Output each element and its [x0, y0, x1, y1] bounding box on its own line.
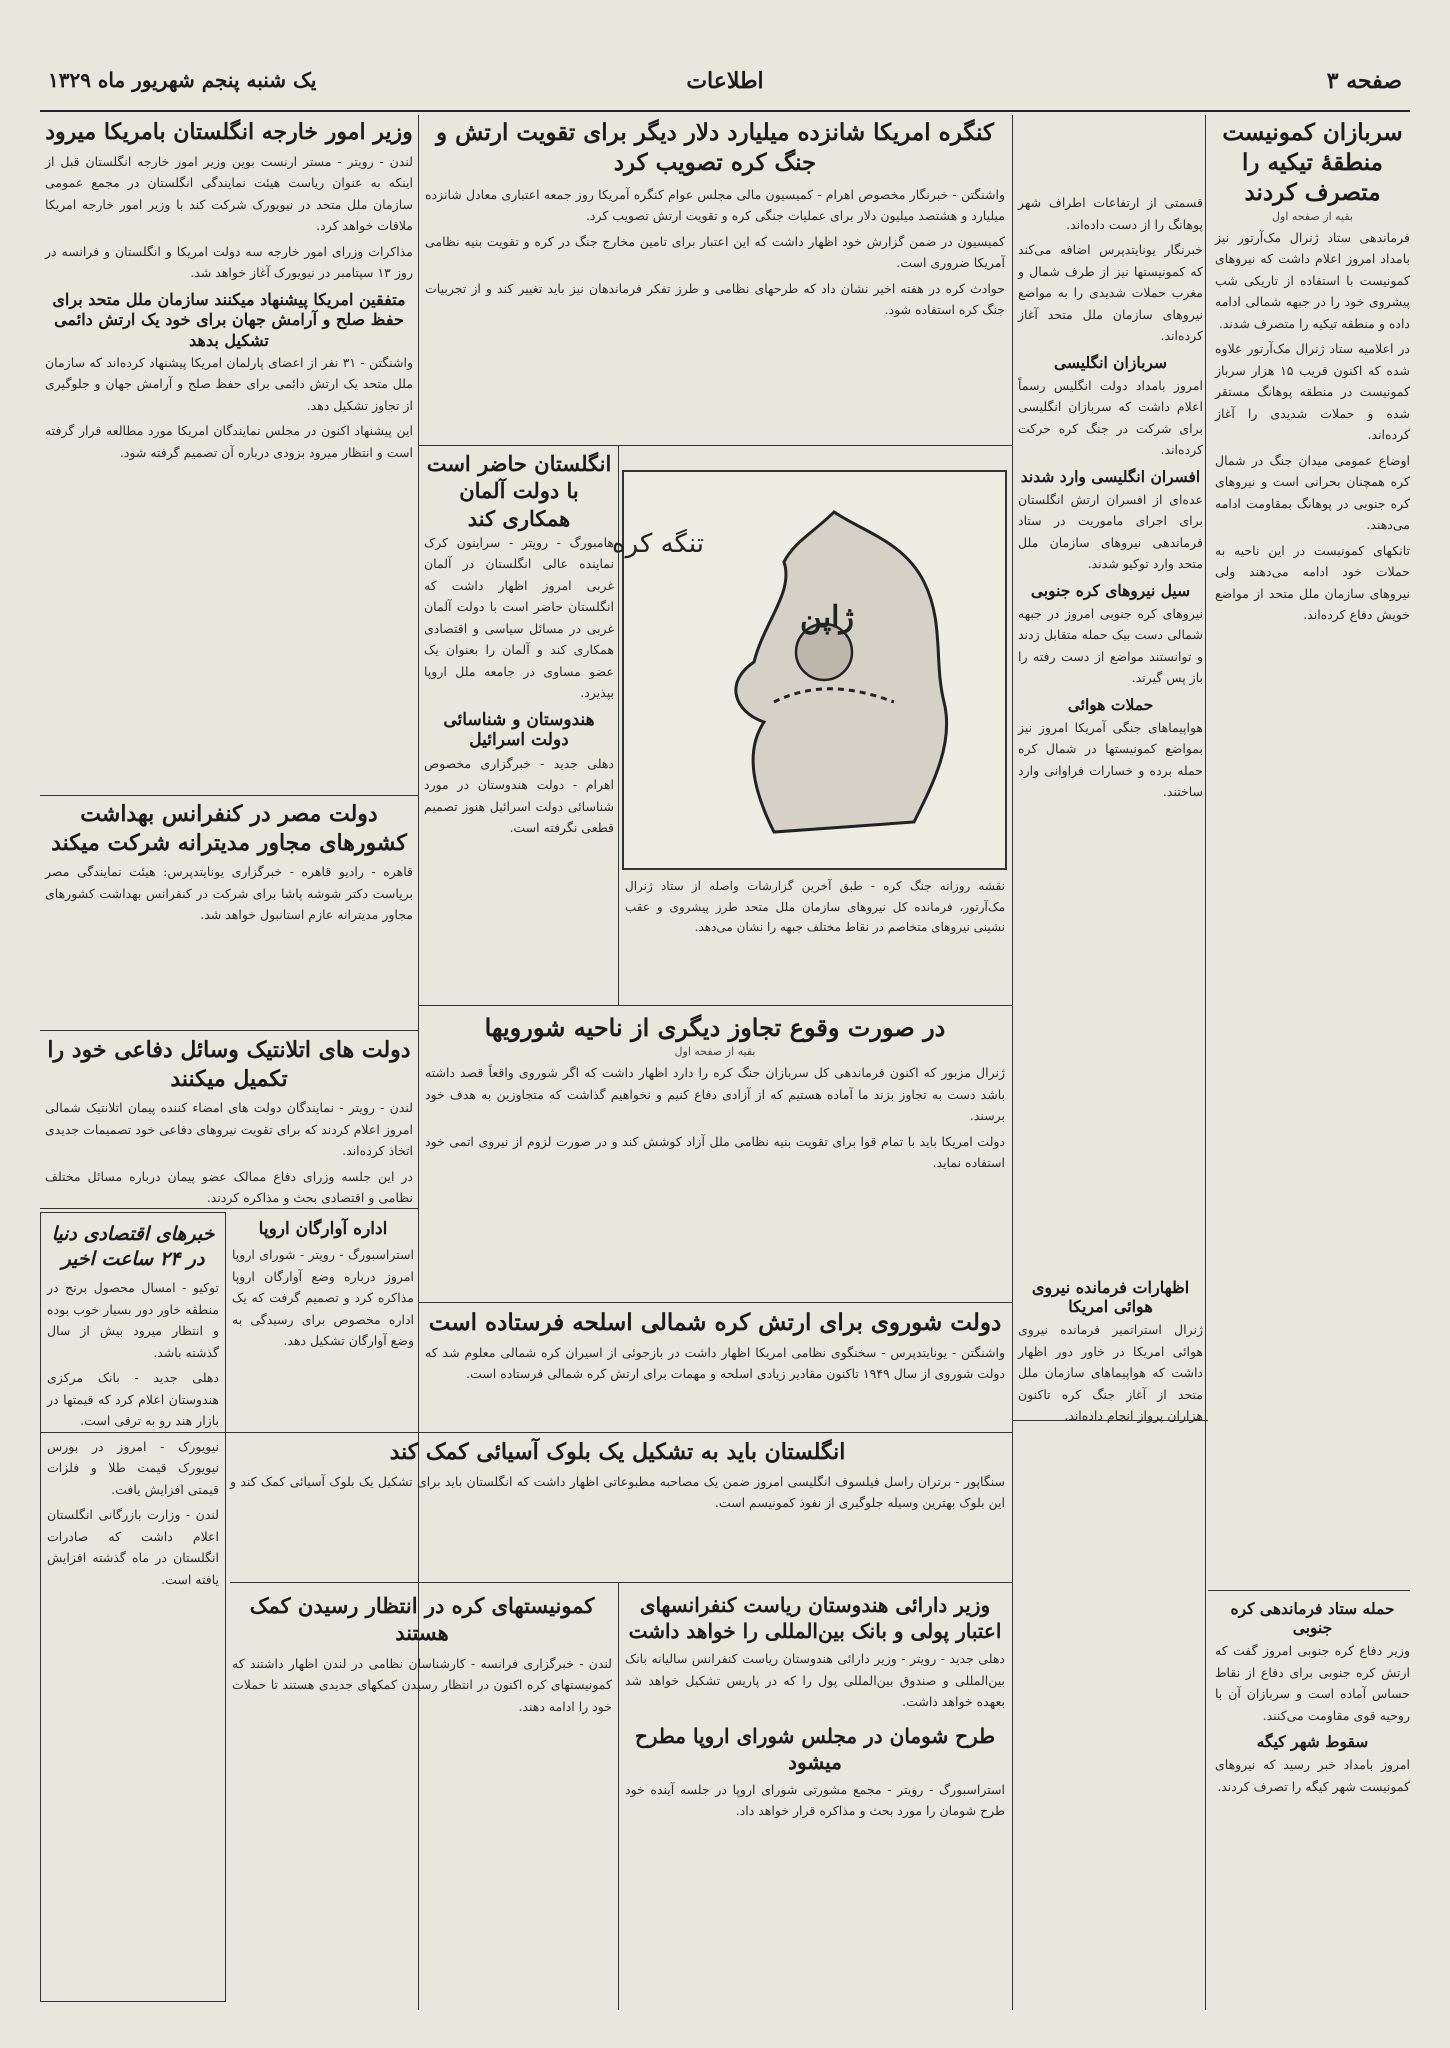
continued-note: بقیه از صفحه اول	[1272, 209, 1353, 223]
article-england-germany	[424, 450, 614, 1000]
map-caption	[625, 876, 1005, 1000]
section-rule	[418, 1005, 1012, 1006]
article-congress	[425, 118, 1005, 440]
issue-date: یک شنبه پنجم شهریور ماه ۱۳۲۹	[48, 68, 317, 92]
headline: در صورت وقوع تجاوز دیگری از ناحیه شورویها	[484, 1013, 946, 1042]
paragraph: لندن - رویتر - نمایندگان دولت های امضاء کننده پیمان اتلانتیک شمالی امروز اعلام کردند که برای تقویت نیروهای دفاعی خود تصمیمات جدیدی اتخاذ کرده‌اند.	[45, 1100, 413, 1159]
article-soviet-aggression	[425, 1012, 1005, 1297]
paragraph: خبرنگار یونایتدپرس اضافه می‌کند که کمونیستها نیز از طرف شمال و مغرب حملات شدیدی را به مواضع نیروهای سازمان ملل متحد آغاز کرده‌اند.	[1018, 242, 1203, 343]
headline: دولت مصر در کنفرانس بهداشت کشورهای مجاور مدیترانه شرکت میکند	[51, 801, 407, 856]
paragraph: دهلی جدید - رویتر - وزیر دارائی هندوستان ریاست کنفرانس سالیانه بانک بین‌المللی و صندوق بین‌المللی پول را که در پاریس تشکیل خواهد شد بعهده خواهد داشت.	[625, 1651, 1005, 1709]
subheading: سربازان انگلیسی	[1054, 352, 1167, 372]
column-rule	[1012, 115, 1013, 2010]
paragraph: هامبورگ - رویتر - سراینون کرک نماینده عالی انگلستان در آلمان غربی امروز اظهار داشت که انگلستان حاضر است با دولت آلمان غربی در مسائل سیاسی و اقتصادی همکاری کند و آلمان را بعنوان یک عضو مساوی در جامعه ملل اروپا بپذیرد.	[424, 534, 614, 701]
paragraph: عده‌ای از افسران ارتش انگلستان برای اجرای ماموریت در ستاد فرماندهی نیروهای سازمان ملل متحد وارد توکیو شدند.	[1018, 491, 1203, 571]
continued-note: بقیه از صفحه اول	[674, 1045, 756, 1059]
paragraph: ژنرال استراتمیر فرمانده نیروی هوائی امریکا در خاور دور اظهار داشت که هواپیماهای سازمان ملل متحد از آغاز جنگ کره تاکنون هزاران پرواز انجام داده‌اند.	[1018, 1322, 1203, 1423]
article-europe-refugees	[232, 1218, 414, 1428]
subheading: حمله ستاد فرماندهی کره جنوبی	[1230, 1599, 1395, 1637]
headline: اداره آوارگان اروپا	[258, 1219, 388, 1239]
korea-map	[612, 470, 1007, 870]
map-drawing	[612, 472, 1005, 868]
paragraph: لندن - رویتر - مستر ارنست بوین وزیر امور خارجه انگلستان قبل از اینکه به عنوان ریاست هیئت نمایندگی انگلستان در مجمع عمومی سازمان ملل متحد در نیویورک شرکت کند با وزیر امور خارجه امریکا ملاقات خواهد کرد.	[45, 153, 413, 234]
section-rule	[40, 1030, 418, 1031]
paragraph: حوادث کره در هفته اخیر نشان داد که طرحهای نظامی و طرز تفکر فرماندهان نیز باید تغییر کند و از تجربیات جنگ کره استفاده شود.	[425, 280, 1005, 318]
headline: کنگره امریکا شانزده میلیارد دلار دیگر برای تقویت ارتش و جنگ کره تصویب کرد	[436, 119, 994, 176]
masthead	[40, 62, 1410, 112]
paragraph: کمیسیون در ضمن گزارش خود اظهار داشت که این اعتبار برای تامین مخارج جنگ در کره و تقویت بنیه نظامی آمریکا ضروری است.	[425, 233, 1005, 271]
paragraph: واشنگتن - ۳۱ نفر از اعضای پارلمان امریکا پیشنهاد کرده‌اند که سازمان ملل متحد یک ارتش دائمی برای حفظ صلح و آرامش جهان و جلوگیری از تجاوز تشکیل دهد.	[45, 354, 413, 413]
column-rule	[1205, 115, 1206, 2010]
paragraph: استراسبورگ - رویتر - شورای اروپا امروز درباره وضع آوارگان اروپا مذاکره کرد و تصمیم گرفت که یک اداره مخصوص برای رسیدگی به وضع آوارگان تشکیل دهد.	[232, 1247, 414, 1349]
headline: دولت های اتلانتیک وسائل دفاعی خود را تکمیل میکنند	[47, 1037, 411, 1092]
article-korea-continued	[1018, 192, 1203, 2007]
caption: نقشه روزانه جنگ کره - طبق آخرین گزارشات واصله از ستاد ژنرال مک‌آرتور، فرمانده کل نیروهای سازمان ملل متحد طرز پیشروی و عقب نشینی نیروهای متخاصم در نقاط مختلف جبهه را نشان می‌دهد.	[625, 879, 1005, 935]
paragraph: تانکهای کمونیست در این ناحیه به حملات خود ادامه می‌دهند ولی نیروهای سازمان ملل متحد از مواضع خویش دفاع کرده‌اند.	[1215, 542, 1410, 623]
headline: سربازان کمونیست منطقهٔ تیکیه را متصرف کردند	[1222, 119, 1403, 206]
paragraph: سنگاپور - برتران راسل فیلسوف انگلیسی امروز ضمن یک مصاحبه مطبوعاتی اظهار داشت که انگلستان باید برای تشکیل یک بلوک آسیائی کمک کند و این بلوک بهترین وسیله جلوگیری از نفوذ کمونیسم است.	[230, 1473, 1005, 1511]
article-asian-bloc	[230, 1438, 1005, 1578]
subheading: افسران انگلیسی وارد شدند	[1020, 466, 1201, 486]
article-body	[1215, 227, 1410, 626]
paragraph: امروز بامداد دولت انگلیس رسماً اعلام داشت که سربازان انگلیسی برای شرکت در جنگ کره حرکت کرده‌اند.	[1018, 377, 1203, 457]
subheading: هندوستان و شناسائی دولت اسرائیل	[443, 709, 595, 750]
economic-news	[47, 1222, 219, 1997]
subheading: سقوط شهر کیگه	[1256, 1732, 1369, 1751]
paragraph: اوضاع عمومی میدان جنگ در شمال کره همچنان بحرانی است و نیروهای کره جنوبی در پوهانگ بمقاومت ادامه می‌دهند.	[1215, 452, 1410, 533]
paragraph: لندن - وزارت بازرگانی انگلستان اعلام داشت که صادرات انگلستان در ماه گذشته افزایش یافته است.	[47, 1507, 219, 1587]
headline: خبرهای اقتصادی دنیا در ۲۴ ساعت اخیر	[51, 1223, 215, 1270]
paragraph: قاهره - رادیو قاهره - خبرگزاری یونایتدپرس: هیئت نمایندگی مصر بریاست دکتر شوشه پاشا برای شرکت در کنفرانس بهداشت کشورهای مجاور مدیترانه عازم استانبول خواهد شد.	[45, 864, 413, 923]
section-rule	[418, 1302, 1012, 1303]
paragraph: قسمتی از ارتفاعات اطراف شهر پوهانگ را از دست داده‌اند.	[1018, 195, 1203, 232]
paragraph: وزیر دفاع کره جنوبی امروز گفت که ارتش کره جنوبی برای دفاع از نقاط حساس آماده است و سربازان آن با روحیه قوی مقاومت می‌کنند.	[1215, 1643, 1410, 1723]
headline: وزیر دارائی هندوستان ریاست کنفرانسهای اعتبار پولی و بانک بین‌المللی را خواهد داشت	[628, 1593, 1002, 1643]
section-rule	[40, 795, 418, 796]
paragraph: فرماندهی ستاد ژنرال مک‌آرتور نیز بامداد امروز اعلام داشت که نیروهای کمونیست با استفاده از تاریکی شب پیشروی خود را در جبهه شمالی ادامه داده و منطقه تیکیه را متصرف شدند.	[1215, 229, 1410, 331]
article-left-top	[45, 118, 413, 790]
article-india-finance	[625, 1592, 1005, 2002]
page-number: صفحه ۳	[1326, 68, 1402, 94]
article-soviet-arms	[425, 1308, 1005, 1428]
headline: انگلستان حاضر است با دولت آلمان همکاری کند	[426, 451, 612, 531]
paragraph: امروز بامداد خبر رسید که نیروهای کمونیست شهر کیگه را تصرف کردند.	[1215, 1757, 1410, 1794]
paragraph: در این جلسه وزرای دفاع ممالک عضو پیمان درباره مسائل مختلف نظامی و اقتصادی بحث و مذاکره کردند.	[45, 1168, 413, 1206]
paragraph: این پیشنهاد اکنون در مجلس نمایندگان امریکا مورد مطالعه قرار گرفته است و انتظار میرود بزودی درباره آن تصمیم گرفته شود.	[45, 423, 413, 460]
article-korea-communists	[232, 1592, 612, 2002]
paragraph: نیروهای کره جنوبی امروز در جبهه شمالی دست بیک حمله متقابل زدند و توانستند مواضع از دست رفته را باز پس گیرند.	[1018, 605, 1203, 685]
subheading: حملات هوائی	[1067, 694, 1154, 714]
paragraph: واشنگتن - خبرنگار مخصوص اهرام - کمیسیون مالی مجلس عوام کنگره آمریکا روز جمعه اعتباری معادل شانزده میلیارد و هشتصد میلیون دلار برای عملیات جنگی کره و تقویت ارتش تصویب کرد.	[425, 186, 1005, 224]
paragraph: نیویورک - امروز در بورس نیویورک قیمت طلا و فلزات قیمتی افزایش یافت.	[47, 1438, 219, 1497]
headline: متفقین امریکا پیشنهاد میکنند سازمان ملل متحد برای حفظ صلح و آرامش جهان برای خود یک ارتش دائمی تشکیل بدهد	[52, 289, 406, 351]
section-rule	[230, 1582, 1012, 1583]
paragraph: توکیو - امسال محصول برنج در منطقه خاور دور بسیار خوب بوده و انتظار میرود بیش از سال گذشته باشد.	[47, 1280, 219, 1360]
headline: وزیر امور خارجه انگلستان بامریکا میرود	[45, 119, 413, 145]
headline: کمونیستهای کره در انتظار رسیدن کمک هستند	[249, 1593, 595, 1646]
headline: دولت شوروی برای ارتش کره شمالی اسلحه فرستاده است	[428, 1309, 1002, 1336]
paragraph: لندن - خبرگزاری فرانسه - کارشناسان نظامی در لندن اظهار داشتند که کمونیستهای کره اکنون در انتظار رسیدن کمکهای جدیدی هستند تا حملات خود را ادامه دهند.	[232, 1655, 612, 1714]
article-korea-tikieh	[1215, 118, 1410, 2008]
article-atlantic	[45, 1036, 413, 1204]
paragraph: هواپیماهای جنگی آمریکا امروز نیز بمواضع کمونیستها در شمال کره حمله برده و خسارات فراوانی وارد ساختند.	[1018, 719, 1203, 799]
map-label-strait: تنگه کره	[612, 529, 704, 559]
column-rule	[618, 1582, 619, 2010]
paragraph: واشنگتن - یونایتدپرس - سخنگوی نظامی امریکا اظهار داشت در بازجوئی از اسیران کره شمالی معلوم شد که دولت شوروی از سال ۱۹۴۹ تاکنون مقادیر زیادی اسلحه و مهمات برای ارتش کره شمالی فرستاده است.	[425, 1344, 1005, 1382]
map-label-japan: ژاپن	[799, 600, 854, 635]
paragraph: دولت امریکا باید با تمام قوا برای تقویت بنیه نظامی ملل آزاد کوشش کند و در صورت لزوم از نیروی اتمی خود استفاده نماید.	[425, 1133, 1005, 1171]
paragraph: ژنرال مزبور که اکنون فرماندهی کل سربازان جنگ کره را دارد اظهار داشت که اگر شوروی واقعاً قصد داشته باشد دست به تجاوز بزند ما آماده هستیم که از آزادی دفاع کنیم و نخواهیم گذاشت که متجاوزین به هدف خود برسند.	[425, 1065, 1005, 1124]
subheading: اظهارات فرمانده نیروی هوائی امریکا	[1031, 1278, 1190, 1316]
headline: انگلستان باید به تشکیل یک بلوک آسیائی کمک کند	[389, 1439, 846, 1465]
paragraph: دهلی جدید - بانک مرکزی هندوستان اعلام کرد که قیمتها در بازار هند رو به ترقی است.	[47, 1370, 219, 1429]
newspaper-name: اطلاعات	[686, 68, 764, 94]
paragraph: مذاکرات وزرای امور خارجه سه دولت امریکا و انگلستان و فرانسه در روز ۱۳ سپتامبر در نیویورک آغاز خواهد شد.	[45, 243, 413, 281]
paragraph: در اعلامیه ستاد ژنرال مک‌آرتور علاوه شده که اکنون قریب ۱۵ هزار سرباز کمونیست در منطقه پوهانگ مستقر شده و حملات شدیدی را آغاز کرده‌اند.	[1215, 341, 1411, 443]
headline: طرح شومان در مجلس شورای اروپا مطرح میشود	[634, 1723, 996, 1774]
paragraph: دهلی جدید - خبرگزاری مخصوص اهرام - دولت هندوستان در مورد شناسائی دولت اسرائیل هنوز تصمیم قطعی نگرفته است.	[424, 755, 614, 836]
article-egypt-conference	[45, 800, 413, 1025]
subheading: سیل نیروهای کره جنوبی	[1030, 580, 1191, 600]
paragraph: استراسبورگ - رویتر - مجمع مشورتی شورای اروپا در جلسه آینده خود طرح شومان را مورد بحث و مذاکره قرار خواهد داد.	[625, 1781, 1005, 1818]
section-rule	[418, 445, 1012, 446]
